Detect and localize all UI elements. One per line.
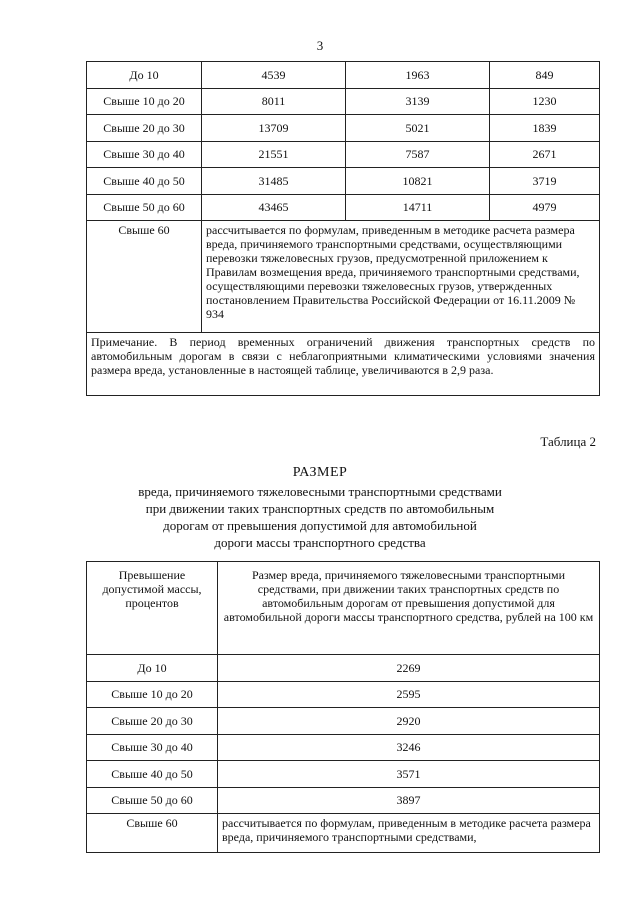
range-cell: Свыше 30 до 40 xyxy=(87,734,218,761)
subtitle-line: дорогам от превышения допустимой для автомобильной xyxy=(163,518,477,533)
value-cell: 4539 xyxy=(202,62,346,89)
header-cell-damage: Размер вреда, причиняемого тяжеловесными транспортными средствами, при движении таких транспортных средств по автомобильным дорогам от превышения допустимой для автомобильной дороги массы транспортного средства, рублей на 100 км xyxy=(218,562,600,655)
value-cell: 8011 xyxy=(202,88,346,115)
table-row-over-60 xyxy=(87,814,600,853)
range-cell: До 10 xyxy=(87,62,202,89)
value-cell: 31485 xyxy=(202,168,346,195)
range-cell: Свыше 60 xyxy=(87,221,202,333)
table-row xyxy=(87,787,600,814)
section-title: РАЗМЕР xyxy=(292,465,348,480)
table-row xyxy=(87,734,600,761)
table-row xyxy=(87,141,600,168)
value-cell: 3246 xyxy=(218,734,600,761)
value-cell: 3719 xyxy=(490,168,600,195)
value-cell: 2269 xyxy=(218,655,600,682)
table-header-row xyxy=(87,562,600,655)
range-cell: Свыше 60 xyxy=(87,814,218,853)
subtitle-line: при движении таких транспортных средств по автомобильным xyxy=(145,501,495,516)
subtitle-line: вреда, причиняемого тяжеловесными транспортными средствами xyxy=(138,484,502,499)
table-2-label: Таблица 2 xyxy=(540,434,596,449)
value-cell: 3571 xyxy=(218,761,600,788)
damage-table-1 xyxy=(86,61,600,396)
table-row xyxy=(87,655,600,682)
value-cell: 7587 xyxy=(346,141,490,168)
header-cell-excess: Превышение допустимой массы, процентов xyxy=(87,562,218,655)
table-row xyxy=(87,168,600,195)
value-cell: 849 xyxy=(490,62,600,89)
formula-note-cell: рассчитывается по формулам, приведенным в методике расчета размера вреда, причиняемого транспортными средствами, осуществляющими перевозки тяжеловесных грузов, предусмотренной приложением к Правилам возмещения вреда, причиняемого транспортными средствами, осуществляющими перевозки тяжеловесных грузов, утвержденных постановлением Правительства Российской Федерации от 16.11.2009 № 934 xyxy=(202,221,600,333)
range-cell: Свыше 30 до 40 xyxy=(87,141,202,168)
value-cell: 1839 xyxy=(490,115,600,142)
table-row xyxy=(87,115,600,142)
damage-table-2 xyxy=(86,561,600,853)
table-row xyxy=(87,708,600,735)
table-note-row xyxy=(87,333,600,396)
value-cell: 5021 xyxy=(346,115,490,142)
section-subtitle xyxy=(0,483,640,551)
value-cell: 2920 xyxy=(218,708,600,735)
table-row xyxy=(87,62,600,89)
range-cell: До 10 xyxy=(87,655,218,682)
value-cell: 3897 xyxy=(218,787,600,814)
range-cell: Свыше 50 до 60 xyxy=(87,787,218,814)
value-cell: 14711 xyxy=(346,194,490,221)
range-cell: Свыше 20 до 30 xyxy=(87,708,218,735)
table-row xyxy=(87,88,600,115)
range-cell: Свыше 40 до 50 xyxy=(87,761,218,788)
range-cell: Свыше 50 до 60 xyxy=(87,194,202,221)
value-cell: 21551 xyxy=(202,141,346,168)
value-cell: 3139 xyxy=(346,88,490,115)
value-cell: 13709 xyxy=(202,115,346,142)
value-cell: 43465 xyxy=(202,194,346,221)
range-cell: Свыше 10 до 20 xyxy=(87,681,218,708)
range-cell: Свыше 40 до 50 xyxy=(87,168,202,195)
value-cell: 2671 xyxy=(490,141,600,168)
range-cell: Свыше 20 до 30 xyxy=(87,115,202,142)
range-cell: Свыше 10 до 20 xyxy=(87,88,202,115)
value-cell: 2595 xyxy=(218,681,600,708)
value-cell: 4979 xyxy=(490,194,600,221)
table-row xyxy=(87,681,600,708)
table-row xyxy=(87,194,600,221)
note-cell: Примечание. В период временных ограничений движения транспортных средств по автомобильным дорогам в связи с неблагоприятными климатическими условиями значения размера вреда, установленные в настоящей таблице, увеличиваются в 2,9 раза. xyxy=(87,333,600,396)
page-number: 3 xyxy=(316,38,324,53)
table-row-over-60 xyxy=(87,221,600,333)
value-cell: 1963 xyxy=(346,62,490,89)
subtitle-line: дороги массы транспортного средства xyxy=(214,535,426,550)
value-cell: 1230 xyxy=(490,88,600,115)
value-cell: 10821 xyxy=(346,168,490,195)
table-row xyxy=(87,761,600,788)
formula-note-cell: рассчитывается по формулам, приведенным в методике расчета размера вреда, причиняемого транспортными средствами, xyxy=(218,814,600,853)
